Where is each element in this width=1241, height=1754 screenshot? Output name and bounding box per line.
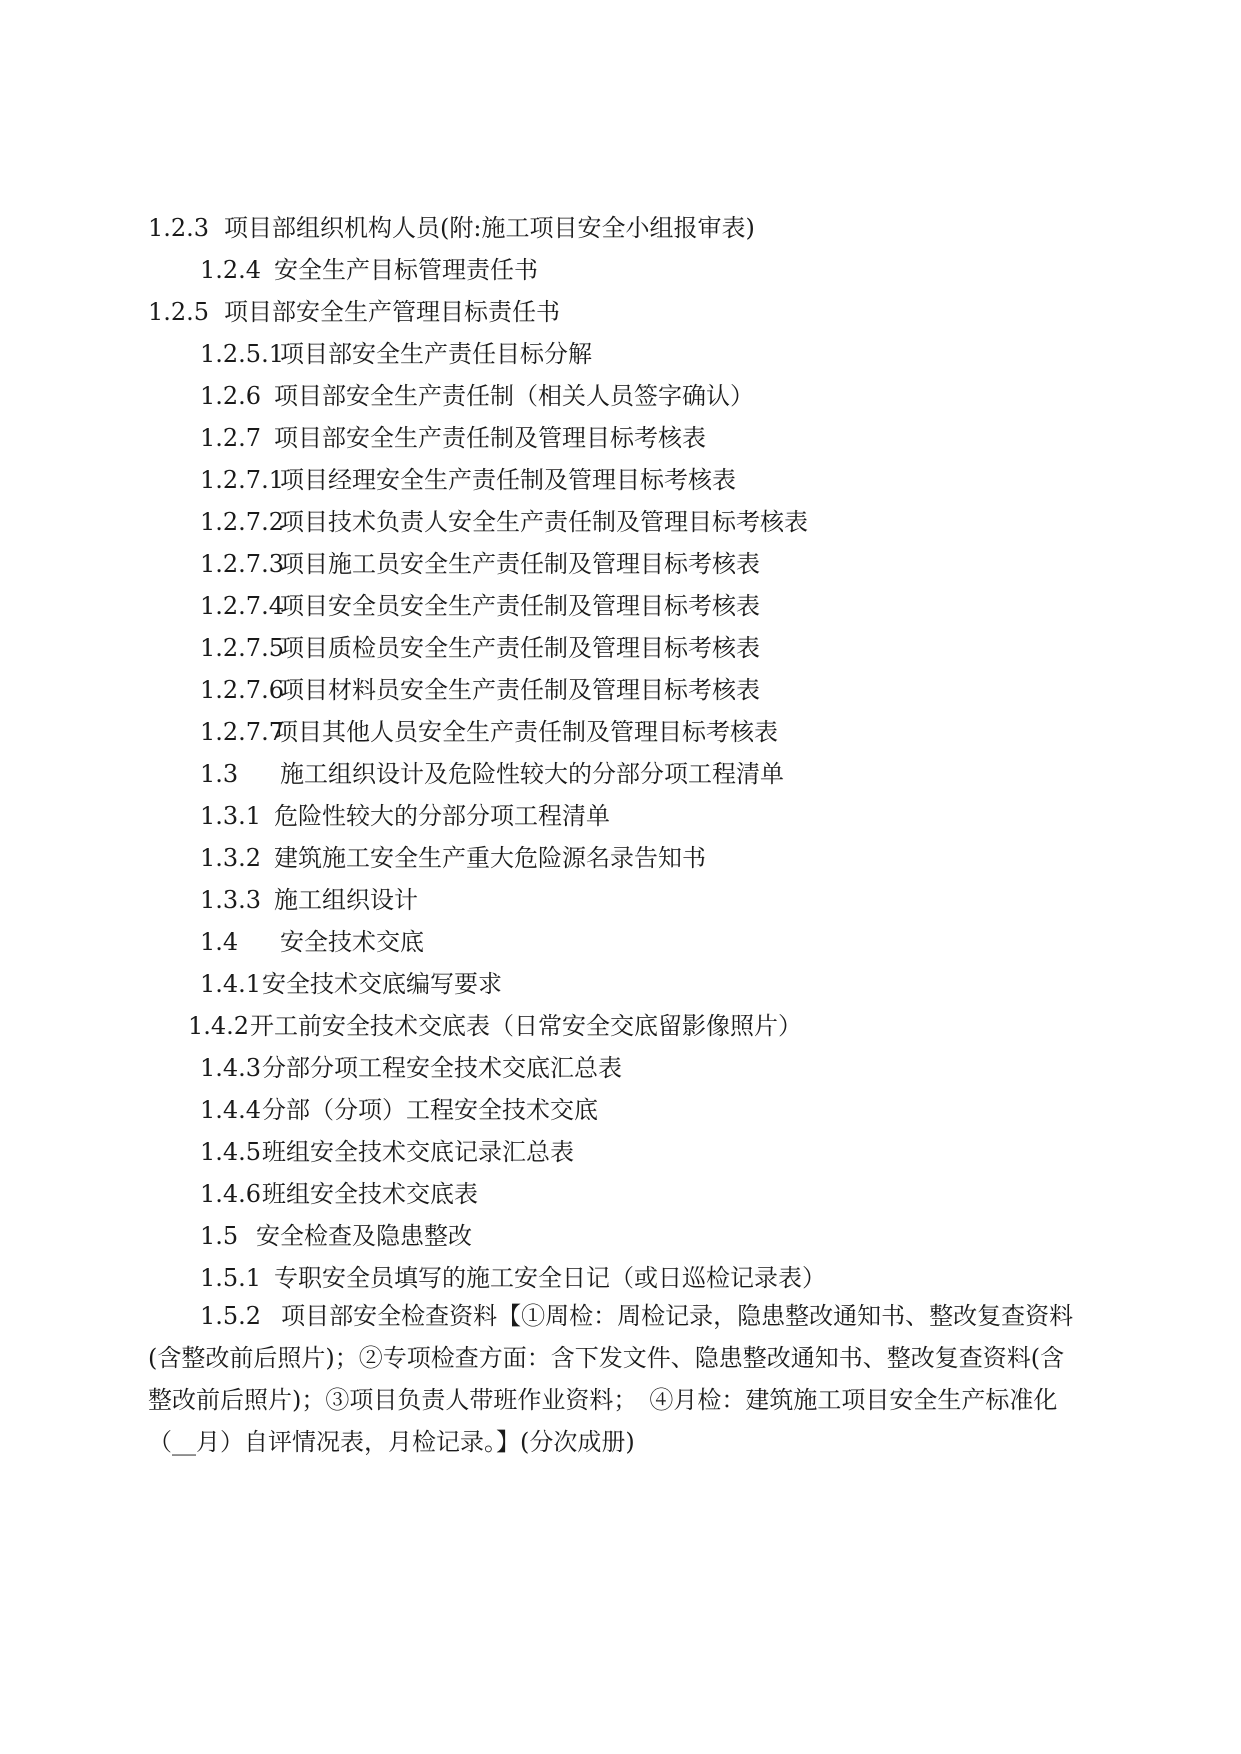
toc-item-text: 安全生产目标管理责任书 bbox=[274, 256, 538, 284]
toc-item-number: 1.2.5.1 bbox=[200, 340, 284, 368]
toc-item-number: 1.3.1 bbox=[200, 802, 262, 830]
toc-item-text: 班组安全技术交底表 bbox=[262, 1180, 478, 1208]
toc-item-number: 1.2.7.2 bbox=[200, 508, 284, 536]
toc-item-text: 项目其他人员安全生产责任制及管理目标考核表 bbox=[274, 718, 778, 746]
toc-item-1-4-5 bbox=[200, 1136, 574, 1168]
toc-item-text: 项目部安全生产责任目标分解 bbox=[280, 340, 592, 368]
toc-item-number: 1.4.2 bbox=[188, 1012, 250, 1040]
paragraph-line: (含整改前后照片)；②专项检查方面：含下发文件、隐患整改通知书、整改复查资料(含 bbox=[148, 1344, 1065, 1372]
toc-item-number: 1.3.3 bbox=[200, 886, 262, 914]
paragraph-line: （__月）自评情况表，月检记录。】(分次成册) bbox=[148, 1428, 635, 1456]
toc-item-text: 施工组织设计及危险性较大的分部分项工程清单 bbox=[280, 760, 784, 788]
toc-item-1-4 bbox=[200, 926, 424, 958]
toc-item-1-5-1 bbox=[200, 1262, 826, 1294]
toc-item-1-5-2 bbox=[148, 1295, 1108, 1463]
toc-item-number: 1.4.3 bbox=[200, 1054, 262, 1082]
toc-item-1-2-7-6 bbox=[200, 674, 760, 706]
toc-item-1-2-7 bbox=[200, 422, 706, 454]
toc-item-text: 安全检查及隐患整改 bbox=[256, 1222, 472, 1250]
toc-item-number: 1.4.1 bbox=[200, 970, 262, 998]
toc-item-text: 项目施工员安全生产责任制及管理目标考核表 bbox=[280, 550, 760, 578]
toc-item-1-4-4 bbox=[200, 1094, 598, 1126]
toc-item-text: 项目部组织机构人员(附:施工项目安全小组报审表) bbox=[224, 214, 755, 242]
toc-item-number: 1.2.7.5 bbox=[200, 634, 284, 662]
toc-item-1-4-2 bbox=[188, 1010, 802, 1042]
toc-item-text: 专职安全员填写的施工安全日记（或日巡检记录表） bbox=[274, 1264, 826, 1292]
toc-item-1-3-2 bbox=[200, 842, 706, 874]
paragraph-line: 整改前后照片)；③项目负责人带班作业资料； ④月检：建筑施工项目安全生产标准化 bbox=[148, 1386, 1058, 1414]
toc-item-1-2-7-3 bbox=[200, 548, 760, 580]
toc-item-text: 分部分项工程安全技术交底汇总表 bbox=[262, 1054, 622, 1082]
toc-item-1-2-7-4 bbox=[200, 590, 760, 622]
toc-item-1-2-3 bbox=[148, 212, 755, 244]
toc-item-text: 项目技术负责人安全生产责任制及管理目标考核表 bbox=[280, 508, 808, 536]
toc-item-number: 1.2.4 bbox=[200, 256, 262, 284]
toc-item-1-2-5 bbox=[148, 296, 560, 328]
toc-item-number: 1.2.6 bbox=[200, 382, 262, 410]
toc-item-text: 分部（分项）工程安全技术交底 bbox=[262, 1096, 598, 1124]
toc-item-text: 安全技术交底编写要求 bbox=[262, 970, 502, 998]
toc-item-1-4-1 bbox=[200, 968, 502, 1000]
toc-item-number: 1.2.7.4 bbox=[200, 592, 284, 620]
toc-item-number: 1.2.7.3 bbox=[200, 550, 284, 578]
toc-item-1-2-6 bbox=[200, 380, 754, 412]
toc-item-text: 项目经理安全生产责任制及管理目标考核表 bbox=[280, 466, 736, 494]
toc-item-text: 项目部安全生产管理目标责任书 bbox=[224, 298, 560, 326]
toc-item-text: 施工组织设计 bbox=[274, 886, 418, 914]
toc-item-text: 项目安全员安全生产责任制及管理目标考核表 bbox=[280, 592, 760, 620]
toc-item-text: 班组安全技术交底记录汇总表 bbox=[262, 1138, 574, 1166]
toc-item-1-3-1 bbox=[200, 800, 610, 832]
toc-item-text: 开工前安全技术交底表（日常安全交底留影像照片） bbox=[250, 1012, 802, 1040]
toc-item-text: 建筑施工安全生产重大危险源名录告知书 bbox=[274, 844, 706, 872]
toc-item-1-4-6 bbox=[200, 1178, 478, 1210]
toc-item-number: 1.2.7.7 bbox=[200, 718, 284, 746]
toc-item-number: 1.2.7.1 bbox=[200, 466, 284, 494]
toc-item-text: 项目材料员安全生产责任制及管理目标考核表 bbox=[280, 676, 760, 704]
toc-item-text: 危险性较大的分部分项工程清单 bbox=[274, 802, 610, 830]
toc-item-text: 项目部安全生产责任制（相关人员签字确认） bbox=[274, 382, 754, 410]
toc-item-number: 1.5 bbox=[200, 1222, 239, 1250]
toc-item-1-2-5-1 bbox=[200, 338, 592, 370]
toc-item-1-2-7-2 bbox=[200, 506, 808, 538]
toc-item-number: 1.3.2 bbox=[200, 844, 262, 872]
toc-item-number: 1.5.1 bbox=[200, 1264, 262, 1292]
toc-item-text: 项目质检员安全生产责任制及管理目标考核表 bbox=[280, 634, 760, 662]
toc-item-text: 安全技术交底 bbox=[280, 928, 424, 956]
toc-item-1-4-3 bbox=[200, 1052, 622, 1084]
toc-item-1-2-7-1 bbox=[200, 464, 736, 496]
toc-item-number: 1.3 bbox=[200, 760, 239, 788]
toc-item-number: 1.4.4 bbox=[200, 1096, 262, 1124]
toc-item-1-3 bbox=[200, 758, 784, 790]
paragraph-line bbox=[148, 1295, 1108, 1337]
toc-item-1-2-4 bbox=[200, 254, 538, 286]
toc-item-number: 1.2.7.6 bbox=[200, 676, 284, 704]
toc-item-1-5 bbox=[200, 1220, 472, 1252]
toc-item-number: 1.2.5 bbox=[148, 298, 210, 326]
toc-item-number: 1.5.2 bbox=[200, 1302, 262, 1330]
toc-item-number: 1.4.6 bbox=[200, 1180, 262, 1208]
toc-item-text: 项目部安全生产责任制及管理目标考核表 bbox=[274, 424, 706, 452]
toc-item-number: 1.4.5 bbox=[200, 1138, 262, 1166]
toc-item-1-2-7-7 bbox=[200, 716, 778, 748]
toc-item-text: 项目部安全检查资料【①周检：周检记录，隐患整改通知书、整改复查资料 bbox=[281, 1302, 1074, 1330]
toc-item-1-3-3 bbox=[200, 884, 418, 916]
toc-item-number: 1.2.3 bbox=[148, 214, 210, 242]
toc-item-1-2-7-5 bbox=[200, 632, 760, 664]
toc-item-number: 1.4 bbox=[200, 928, 239, 956]
toc-item-number: 1.2.7 bbox=[200, 424, 262, 452]
